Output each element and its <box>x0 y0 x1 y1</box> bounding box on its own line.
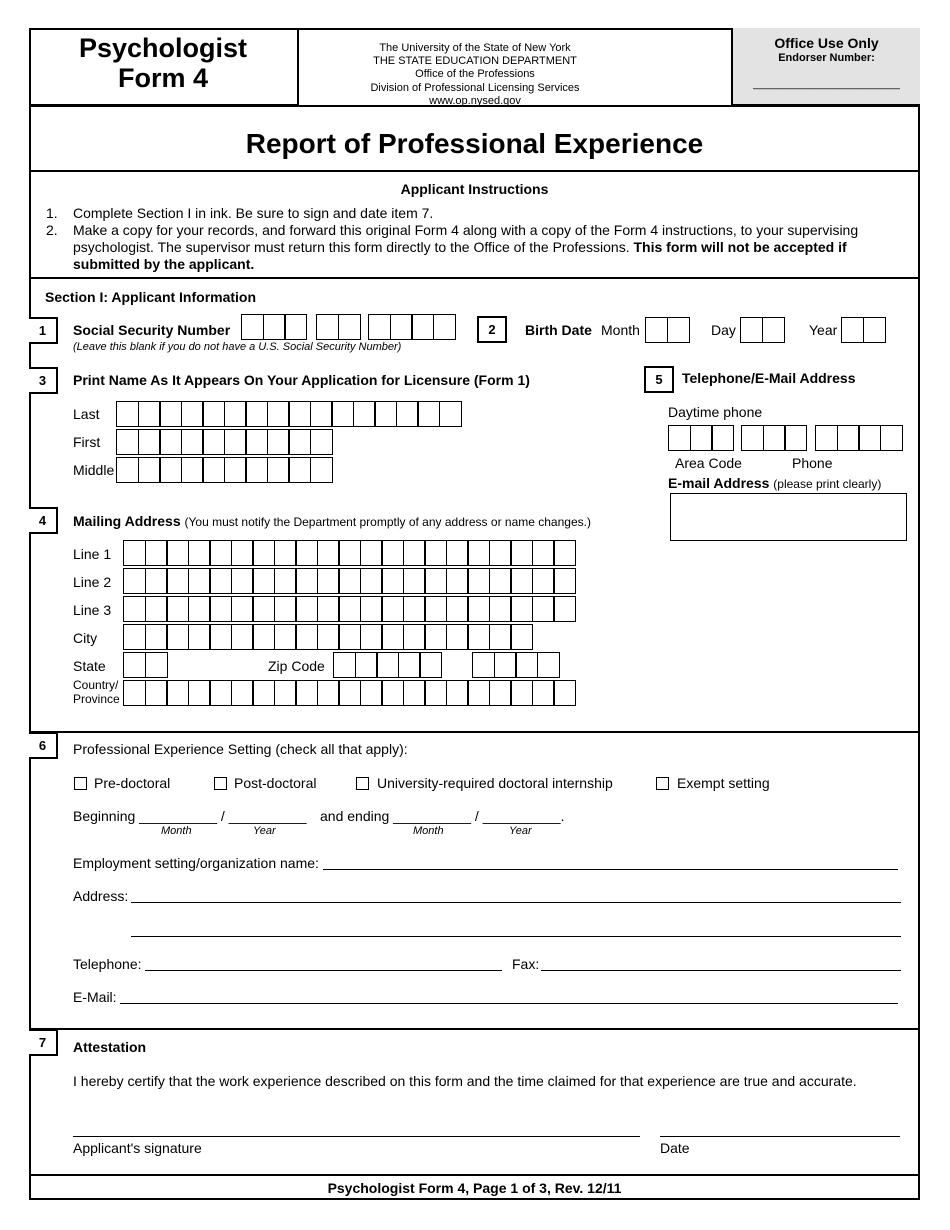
input-cell[interactable] <box>381 568 404 594</box>
input-cell[interactable] <box>295 624 318 650</box>
post-doctoral-label: Post-doctoral <box>234 775 317 791</box>
item-number: 5 <box>644 366 674 393</box>
input-cell[interactable] <box>381 596 404 622</box>
input-cell[interactable] <box>489 540 512 566</box>
input-cell[interactable] <box>532 540 555 566</box>
post-doctoral-checkbox[interactable] <box>214 777 227 790</box>
input-cell[interactable] <box>489 680 512 706</box>
input-cell[interactable] <box>353 401 376 427</box>
input-cell[interactable] <box>360 568 383 594</box>
input-cell[interactable] <box>274 624 297 650</box>
input-cell[interactable] <box>467 624 490 650</box>
email-address-label <box>668 475 881 491</box>
input-cell[interactable] <box>553 568 576 594</box>
address-line-2[interactable] <box>131 936 901 937</box>
input-cell[interactable] <box>510 624 533 650</box>
input-cell[interactable] <box>396 401 419 427</box>
instruction-text: Complete Section I in ink. Be sure to sign and date item 7. <box>73 205 434 221</box>
input-cell[interactable] <box>424 540 447 566</box>
input-cell[interactable] <box>553 680 576 706</box>
input-cell[interactable] <box>403 540 426 566</box>
state-field[interactable] <box>123 652 166 678</box>
input-cell[interactable] <box>467 596 490 622</box>
signature-label: Applicant's signature <box>73 1140 202 1156</box>
agency-url[interactable]: www.op.nysed.gov <box>429 94 521 107</box>
input-cell[interactable] <box>494 652 517 678</box>
country-label-line1: Country/ <box>73 678 119 692</box>
input-cell[interactable] <box>166 568 189 594</box>
input-cell[interactable] <box>419 652 442 678</box>
input-cell[interactable] <box>159 457 182 483</box>
input-cell[interactable] <box>252 540 275 566</box>
item-number: 1 <box>29 317 58 344</box>
form-title-line2: Form 4 <box>117 63 209 93</box>
input-cell[interactable] <box>231 568 254 594</box>
input-cell[interactable] <box>274 596 297 622</box>
birth-date-label: Birth Date <box>525 322 592 338</box>
input-cell[interactable] <box>310 457 333 483</box>
input-cell[interactable] <box>181 457 204 483</box>
footer: Psychologist Form 4, Page 1 of 3, Rev. 12/11 <box>327 1180 622 1196</box>
input-cell[interactable] <box>472 652 495 678</box>
input-cell[interactable] <box>138 401 161 427</box>
input-cell[interactable] <box>181 401 204 427</box>
exempt-checkbox[interactable] <box>656 777 669 790</box>
first-name-field[interactable] <box>116 429 331 455</box>
agency-block <box>300 42 650 108</box>
input-cell[interactable] <box>224 457 247 483</box>
input-cell[interactable] <box>374 401 397 427</box>
divider <box>29 731 920 733</box>
ssn-field[interactable] <box>241 314 306 340</box>
input-cell[interactable] <box>231 624 254 650</box>
input-cell[interactable] <box>245 457 268 483</box>
item-number: 7 <box>29 1029 58 1056</box>
employment-label: Employment setting/organization name: <box>73 855 319 871</box>
fax-label: Fax: <box>512 956 540 972</box>
area-code-field[interactable] <box>668 425 733 451</box>
address-label: Address: <box>73 888 129 904</box>
input-cell[interactable] <box>338 596 361 622</box>
last-name-field[interactable] <box>116 401 460 427</box>
input-cell[interactable] <box>159 429 182 455</box>
input-cell[interactable] <box>116 457 139 483</box>
input-cell[interactable] <box>159 401 182 427</box>
agency-line: Office of the Professions <box>415 68 535 81</box>
input-cell[interactable] <box>403 624 426 650</box>
city-label: City <box>73 630 98 646</box>
mailing-note: (You must notify the Department promptly of any address or name changes.) <box>184 515 591 529</box>
input-cell[interactable] <box>360 596 383 622</box>
input-cell[interactable] <box>510 680 533 706</box>
name-label: Print Name As It Appears On Your Application for Licensure (Form 1) <box>73 372 530 388</box>
instruction-text: Make a copy for your records, and forward this original Form 4 along with a copy of the Form 4 instructions, to your supervising psychologist. The supervisor must return this form directly to the Office of the Professions. <box>73 222 859 255</box>
zip-label: Zip Code <box>268 658 325 674</box>
input-cell[interactable] <box>252 596 275 622</box>
input-cell[interactable] <box>338 568 361 594</box>
input-cell[interactable] <box>202 457 225 483</box>
input-cell[interactable] <box>424 624 447 650</box>
input-cell[interactable] <box>424 568 447 594</box>
input-cell[interactable] <box>188 596 211 622</box>
input-cell[interactable] <box>145 624 168 650</box>
input-cell[interactable] <box>123 680 146 706</box>
telephone-email-label: Telephone/E-Mail Address <box>682 370 856 386</box>
divider <box>29 105 920 107</box>
state-label: State <box>73 658 106 674</box>
zip-plus4-field[interactable] <box>472 652 558 678</box>
input-cell[interactable] <box>116 429 139 455</box>
city-field[interactable] <box>123 624 532 650</box>
attestation-text: I hereby certify that the work experience described on this form and the time claimed for that experience are true and accurate. <box>73 1073 857 1089</box>
input-cell[interactable] <box>188 540 211 566</box>
input-cell[interactable] <box>553 596 576 622</box>
input-cell[interactable] <box>166 596 189 622</box>
input-cell[interactable] <box>224 401 247 427</box>
fax-line[interactable] <box>541 970 901 971</box>
input-cell[interactable] <box>288 429 311 455</box>
divider <box>29 1174 920 1176</box>
email-line[interactable] <box>120 1003 898 1004</box>
address-line[interactable] <box>131 902 901 903</box>
report-title: Report of Professional Experience <box>245 128 704 159</box>
daytime-phone-label: Daytime phone <box>668 404 763 420</box>
input-cell[interactable] <box>360 680 383 706</box>
input-cell[interactable] <box>417 401 440 427</box>
middle-name-field[interactable] <box>116 457 331 483</box>
country-label-line2: Province <box>73 692 120 706</box>
input-cell[interactable] <box>145 568 168 594</box>
input-cell[interactable] <box>424 680 447 706</box>
office-use-title: Office Use Only <box>774 35 879 51</box>
input-cell[interactable] <box>209 624 232 650</box>
input-cell[interactable] <box>245 429 268 455</box>
internship-label: University-required doctoral internship <box>377 775 613 791</box>
input-cell[interactable] <box>209 596 232 622</box>
input-cell[interactable] <box>467 568 490 594</box>
input-cell[interactable] <box>381 680 404 706</box>
input-cell[interactable] <box>532 596 555 622</box>
input-cell[interactable] <box>295 540 318 566</box>
endorser-blank[interactable]: ________________________ <box>753 78 900 90</box>
input-cell[interactable] <box>360 540 383 566</box>
input-cell[interactable] <box>515 652 538 678</box>
begin-year-caption: Year <box>253 825 276 837</box>
address-line1-field[interactable] <box>123 540 575 566</box>
input-cell[interactable] <box>333 652 356 678</box>
beginning-date[interactable]: Beginning __________ / __________ <box>73 808 307 824</box>
line1-label: Line 1 <box>73 546 112 562</box>
input-cell[interactable] <box>467 680 490 706</box>
input-cell[interactable] <box>224 429 247 455</box>
year-label: Year <box>809 322 838 338</box>
input-cell[interactable] <box>145 596 168 622</box>
ssn-field[interactable] <box>316 314 359 340</box>
first-label: First <box>73 434 101 450</box>
input-cell[interactable] <box>288 401 311 427</box>
input-cell[interactable] <box>209 568 232 594</box>
form-title-box <box>29 28 299 106</box>
ending-date[interactable]: and ending __________ / __________. <box>320 808 565 824</box>
input-cell[interactable] <box>376 652 399 678</box>
input-cell[interactable] <box>274 568 297 594</box>
phone-prefix-field[interactable] <box>741 425 806 451</box>
input-cell[interactable] <box>295 568 318 594</box>
item-number: 4 <box>29 507 58 534</box>
divider <box>29 170 920 172</box>
input-cell[interactable] <box>338 624 361 650</box>
country-label <box>73 678 120 706</box>
form-title-line1: Psychologist <box>78 33 248 63</box>
input-cell[interactable] <box>317 596 340 622</box>
input-cell[interactable] <box>209 680 232 706</box>
input-cell[interactable] <box>267 429 290 455</box>
item-number: 2 <box>477 316 507 343</box>
zip-code-field[interactable] <box>333 652 441 678</box>
agency-line: Division of Professional Licensing Services <box>370 81 580 94</box>
input-cell[interactable] <box>295 680 318 706</box>
input-cell[interactable] <box>310 429 333 455</box>
input-cell[interactable] <box>231 596 254 622</box>
date-line[interactable] <box>660 1136 900 1137</box>
input-cell[interactable] <box>252 624 275 650</box>
input-cell[interactable] <box>510 596 533 622</box>
phone-label: Phone <box>792 455 833 471</box>
divider <box>29 1028 920 1030</box>
input-cell[interactable] <box>489 596 512 622</box>
birth-year-field[interactable] <box>841 317 884 343</box>
input-cell[interactable] <box>138 429 161 455</box>
input-cell[interactable] <box>252 568 275 594</box>
instruction-num: 1. <box>46 205 58 221</box>
attestation-title: Attestation <box>73 1039 147 1055</box>
item-number: 3 <box>29 367 58 394</box>
mailing-address-label <box>73 513 591 529</box>
input-cell[interactable] <box>439 401 462 427</box>
input-cell[interactable] <box>537 652 560 678</box>
input-cell[interactable] <box>424 596 447 622</box>
instruction-warning: This form will not be accepted if submitted by the applicant. <box>73 239 847 272</box>
address-line3-field[interactable] <box>123 596 575 622</box>
pre-doctoral-checkbox[interactable] <box>74 777 87 790</box>
instruction-num: 2. <box>46 222 58 238</box>
instructions-title: Applicant Instructions <box>400 181 549 197</box>
input-cell[interactable] <box>123 568 146 594</box>
input-cell[interactable] <box>446 540 469 566</box>
input-cell[interactable] <box>188 680 211 706</box>
input-cell[interactable] <box>267 401 290 427</box>
input-cell[interactable] <box>532 568 555 594</box>
end-month-caption: Month <box>413 825 444 837</box>
line2-label: Line 2 <box>73 574 112 590</box>
birth-day-field[interactable] <box>740 317 783 343</box>
input-cell[interactable] <box>267 457 290 483</box>
input-cell[interactable] <box>166 680 189 706</box>
input-cell[interactable] <box>274 540 297 566</box>
input-cell[interactable] <box>317 680 340 706</box>
agency-line: The University of the State of New York <box>379 42 571 54</box>
address-line2-field[interactable] <box>123 568 575 594</box>
input-cell[interactable] <box>116 401 139 427</box>
input-cell[interactable] <box>145 680 168 706</box>
input-cell[interactable] <box>446 596 469 622</box>
ssn-note: (Leave this blank if you do not have a U.S. Social Security Number) <box>73 341 402 353</box>
telephone-line[interactable] <box>145 970 502 971</box>
birth-month-field[interactable] <box>645 317 688 343</box>
input-cell[interactable] <box>123 596 146 622</box>
email-note: (please print clearly) <box>773 477 882 491</box>
end-year-caption: Year <box>509 825 532 837</box>
input-cell[interactable] <box>317 568 340 594</box>
section1-title: Section I: Applicant Information <box>45 289 257 305</box>
month-label: Month <box>601 322 640 338</box>
divider <box>29 277 920 279</box>
item-number: 6 <box>29 732 58 759</box>
ssn-label: Social Security Number <box>73 322 231 338</box>
email-label: E-mail Address <box>668 475 770 491</box>
signature-line[interactable] <box>73 1136 640 1137</box>
area-code-label: Area Code <box>675 455 742 471</box>
input-cell[interactable] <box>446 624 469 650</box>
input-cell[interactable] <box>145 540 168 566</box>
input-cell[interactable] <box>360 624 383 650</box>
input-cell[interactable] <box>231 680 254 706</box>
internship-checkbox[interactable] <box>356 777 369 790</box>
input-cell[interactable] <box>317 540 340 566</box>
input-cell[interactable] <box>510 568 533 594</box>
middle-label: Middle <box>73 462 115 478</box>
date-label: Date <box>660 1140 690 1156</box>
input-cell[interactable] <box>188 624 211 650</box>
input-cell[interactable] <box>123 540 146 566</box>
office-use-box <box>731 28 920 106</box>
input-cell[interactable] <box>355 652 378 678</box>
input-cell[interactable] <box>446 568 469 594</box>
input-cell[interactable] <box>467 540 490 566</box>
input-cell[interactable] <box>138 457 161 483</box>
input-cell[interactable] <box>245 401 268 427</box>
input-cell[interactable] <box>288 457 311 483</box>
instruction-text-2 <box>73 222 873 273</box>
input-cell[interactable] <box>202 429 225 455</box>
input-cell[interactable] <box>553 540 576 566</box>
agency-line: THE STATE EDUCATION DEPARTMENT <box>373 55 577 68</box>
ssn-field[interactable] <box>368 314 454 340</box>
input-cell[interactable] <box>166 540 189 566</box>
input-cell[interactable] <box>489 568 512 594</box>
input-cell[interactable] <box>202 401 225 427</box>
mailing-label: Mailing Address <box>73 513 181 529</box>
exempt-label: Exempt setting <box>677 775 770 791</box>
input-cell[interactable] <box>398 652 421 678</box>
email-line-label: E-Mail: <box>73 989 117 1005</box>
telephone-label: Telephone: <box>73 956 142 972</box>
input-cell[interactable] <box>295 596 318 622</box>
input-cell[interactable] <box>403 568 426 594</box>
input-cell[interactable] <box>252 680 275 706</box>
input-cell[interactable] <box>381 540 404 566</box>
input-cell[interactable] <box>338 540 361 566</box>
input-cell[interactable] <box>446 680 469 706</box>
input-cell[interactable] <box>274 680 297 706</box>
input-cell[interactable] <box>510 540 533 566</box>
input-cell[interactable] <box>181 429 204 455</box>
begin-month-caption: Month <box>161 825 192 837</box>
input-cell[interactable] <box>209 540 232 566</box>
input-cell[interactable] <box>403 680 426 706</box>
country-field[interactable] <box>123 680 575 706</box>
input-cell[interactable] <box>166 624 189 650</box>
employment-line[interactable] <box>323 869 898 870</box>
email-field[interactable] <box>670 493 907 541</box>
input-cell[interactable] <box>231 540 254 566</box>
input-cell[interactable] <box>317 624 340 650</box>
endorser-label: Endorser Number: <box>778 52 875 64</box>
day-label: Day <box>711 322 736 338</box>
input-cell[interactable] <box>338 680 361 706</box>
line3-label: Line 3 <box>73 602 112 618</box>
input-cell[interactable] <box>123 624 146 650</box>
input-cell[interactable] <box>310 401 333 427</box>
pre-doctoral-label: Pre-doctoral <box>94 775 171 791</box>
experience-setting-label: Professional Experience Setting (check all that apply): <box>73 741 408 757</box>
phone-line-field[interactable] <box>815 425 901 451</box>
input-cell[interactable] <box>532 680 555 706</box>
input-cell[interactable] <box>381 624 404 650</box>
input-cell[interactable] <box>188 568 211 594</box>
input-cell[interactable] <box>331 401 354 427</box>
input-cell[interactable] <box>489 624 512 650</box>
last-label: Last <box>73 406 100 422</box>
input-cell[interactable] <box>403 596 426 622</box>
